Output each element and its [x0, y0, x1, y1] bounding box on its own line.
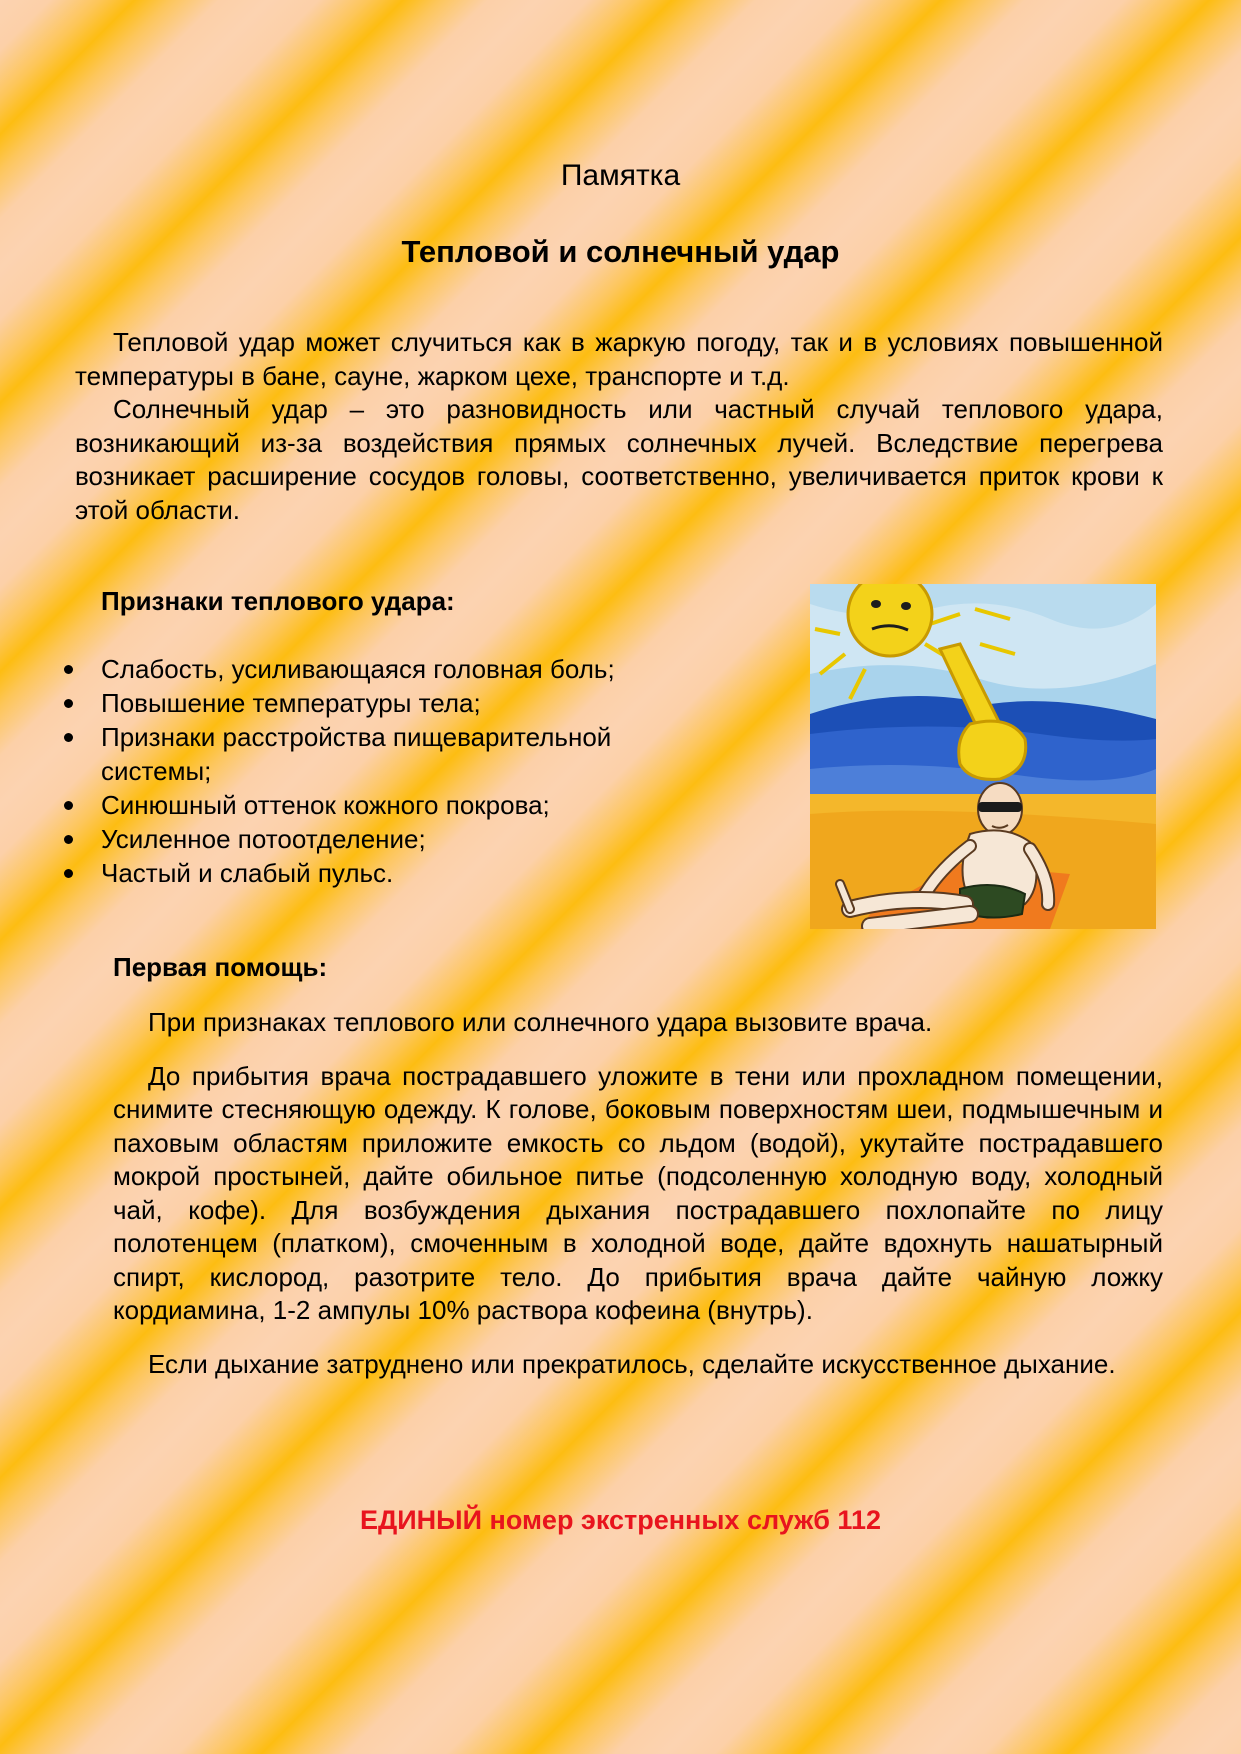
list-item — [60, 788, 700, 822]
list-item-text: Повышение температуры тела; — [101, 688, 481, 718]
list-item-text: Частый и слабый пульс. — [101, 858, 394, 888]
bullet-icon — [64, 869, 73, 878]
sunstroke-cartoon-image — [810, 584, 1156, 929]
list-item — [60, 652, 700, 686]
subtitle-text: Памятка — [560, 159, 681, 192]
sunstroke-illustration — [810, 584, 1156, 929]
signs-heading: Признаки теплового удара: — [101, 586, 455, 616]
bullet-icon — [64, 835, 73, 844]
list-item — [60, 856, 700, 890]
first-aid-paragraph: Если дыхание затруднено или прекратилось, сделайте искусственное дыхание. — [148, 1348, 1116, 1379]
first-aid-heading: Первая помощь: — [113, 952, 328, 982]
emergency-number: ЕДИНЫЙ номер экстренных служб 112 — [360, 1505, 881, 1535]
page-title: Тепловой и солнечный удар — [401, 234, 840, 269]
list-item — [60, 686, 700, 720]
bullet-icon — [64, 801, 73, 810]
list-item-text: Усиленное потоотделение; — [101, 824, 426, 854]
list-item-text: Слабость, усиливающаяся головная боль; — [101, 654, 615, 684]
first-aid-section — [113, 1006, 1163, 1401]
first-aid-paragraph: До прибытия врача пострадавшего уложите в тени или прохладном помещении, снимите стесняющую одежду. К голове, боковым поверхностям шеи, подмышечным и паховым областям приложите емкость со льдом (водой), укутайте пострадавшего мокрой простыней, дайте обильное питье (подсоленную холодную воду, холодный чай, кофе). Для возбуждения дыхания пострадавшего похлопайте по лицу полотенцем (платком), смоченным в холодной воде, дайте вдохнуть нашатырный спирт, кислород, разотрите тело. До прибытия врача дайте чайную ложку кордиамина, 1-2 ампулы 10% раствора кофеина (внутрь). — [113, 1060, 1163, 1325]
page-subtitle — [0, 156, 1241, 196]
list-item — [60, 822, 700, 856]
bullet-icon — [64, 665, 73, 674]
list-item-text: Синюшный оттенок кожного покрова; — [101, 790, 550, 820]
first-aid-paragraph: При признаках теплового или солнечного удара вызовите врача. — [148, 1007, 933, 1037]
intro-paragraph: Тепловой удар может случиться как в жаркую погоду, так и в условиях повышенной температуры в бане, сауне, жарком цехе, транспорте и т.д. — [75, 327, 1163, 391]
list-item — [60, 720, 700, 788]
signs-list — [60, 652, 700, 890]
bullet-icon — [64, 699, 73, 708]
intro-paragraph: Солнечный удар – это разновидность или частный случай теплового удара, возникающий из-за воздействия прямых солнечных лучей. Вследствие перегрева возникает расширение сосудов головы, соответственно, увеличивается приток крови к этой области. — [75, 394, 1163, 525]
intro-section — [75, 326, 1163, 527]
list-item-text: Признаки расстройства пищеварительной системы; — [101, 722, 612, 786]
bullet-icon — [64, 733, 73, 742]
